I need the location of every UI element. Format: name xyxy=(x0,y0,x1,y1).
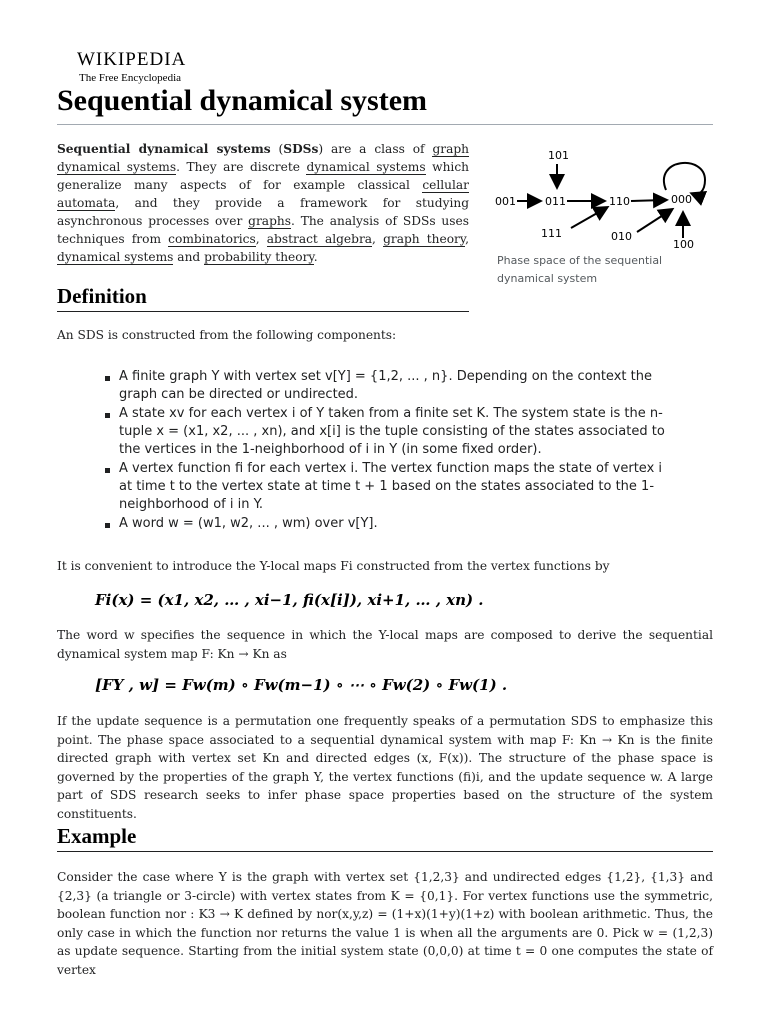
link-abstract-algebra[interactable]: abstract algebra xyxy=(266,232,373,246)
link-graph-theory[interactable]: graph theory xyxy=(383,232,466,246)
intro-text: , and they provide a framework for studying asynchronous processes over xyxy=(57,196,469,228)
list-item: A state xv for each vertex i of Y taken from a finite set K. The system state is the n-tuple x = (x1, x2, ... , xn), and x[i] is the tuple consisting of the states associated to the vertices in the 1-neighborhood of i in Y (in some fixed order). xyxy=(103,405,673,459)
edge-110-000 xyxy=(631,200,665,201)
intro-text: . They are discrete xyxy=(176,160,307,174)
bold-term: Sequential dynamical systems xyxy=(57,142,271,156)
edge-000-self-loop xyxy=(664,163,705,195)
intro-text: ( xyxy=(270,142,284,156)
list-item: A finite graph Y with vertex set v[Y] = {1,2, ... , n}. Depending on the context the graph can be directed or undirected. xyxy=(103,368,673,404)
intro-text: . The analysis of SDSs uses techniques from xyxy=(57,214,469,246)
node-110: 110 xyxy=(609,195,630,208)
link-dynamical-systems-2[interactable]: dynamical systems xyxy=(57,250,174,264)
intro-text: which generalize many aspects of for example classical xyxy=(57,160,469,192)
page-title: Sequential dynamical system xyxy=(57,84,428,117)
permutation-paragraph: If the update sequence is a permutation one frequently speaks of a permutation SDS to emphasize this point. The phase space associated to a sequential dynamical system with map F: Kn → Kn is the finite directed graph with vertex set Kn and directed edges (x, F(x)). The structure of the phase space is governed by the properties of the graph Y, the vertex functions (fi)i, and the update sequence w. A large part of SDS research seeks to infer phase space properties based on the structure of the system constituents. xyxy=(57,714,713,821)
list-item: A vertex function fi for each vertex i. The vertex function maps the state of vertex i at time t to the vertex state at time t + 1 based on the states associated to the 1-neighborhood of i in Y. xyxy=(103,460,673,514)
equation-sds-map: [FY , w] = Fw(m) ∘ Fw(m−1) ∘ ⋯ ∘ Fw(2) ∘ Fw(1) . xyxy=(95,676,508,694)
link-graph-dynamical-systems[interactable]: graph dynamical systems xyxy=(57,142,470,174)
list-item: A word w = (w1, w2, ... , wm) over v[Y]. xyxy=(103,515,673,533)
intro-text: , xyxy=(372,232,384,246)
example-paragraph: Consider the case where Y is the graph with vertex set {1,2,3} and undirected edges {1,2}, {1,3} and {2,3} (a triangle or 3-circle) with vertex states from K = {0,1}. For vertex functions use the symmetric, boolean function nor : K3 → K defined by nor(x,y,z) = (1+x)(1+y)(1+z) with boolean arithmetic. Thus, the only case in which the function nor returns the value 1 is when all the arguments are 0. Pick w = (1,2,3) as update sequence. Starting from the initial system state (0,0,0) at time t = 0 one computes the state of vertex xyxy=(57,870,713,977)
figure-caption: Phase space of the sequential dynamical system xyxy=(497,254,663,285)
link-probability-theory[interactable]: probability theory xyxy=(204,250,314,264)
wikipedia-tagline: The Free Encyclopedia xyxy=(79,72,182,84)
section-divider xyxy=(57,851,713,852)
components-list xyxy=(103,368,673,534)
node-000: 000 xyxy=(671,193,692,206)
word-paragraph: The word w specifies the sequence in which the Y-local maps are composed to derive the sequential dynamical system map F: Kn → Kn as xyxy=(57,628,713,661)
title-divider xyxy=(57,124,713,125)
node-100: 100 xyxy=(673,238,694,251)
equation-local-map: Fi(x) = (x1, x2, … , xi−1, fi(x[i]), xi+1, … , xn) . xyxy=(95,591,484,609)
definition-lead: An SDS is constructed from the following components: xyxy=(57,328,397,342)
edge-010-000 xyxy=(637,210,671,232)
node-001: 001 xyxy=(495,195,516,208)
node-010: 010 xyxy=(611,230,632,243)
intro-paragraph xyxy=(57,140,469,266)
node-101: 101 xyxy=(548,149,569,162)
section-heading-definition: Definition xyxy=(57,284,147,308)
intro-text: . xyxy=(313,250,318,264)
bold-abbrev: SDSs xyxy=(283,142,319,156)
link-graphs[interactable]: graphs xyxy=(248,214,291,228)
node-111: 111 xyxy=(541,227,562,240)
wikipedia-wordmark[interactable]: WIKIPEDIA xyxy=(77,49,187,70)
local-maps-paragraph: It is convenient to introduce the Y-local maps Fi constructed from the vertex functions by xyxy=(57,559,610,573)
intro-text: , xyxy=(465,232,470,246)
link-combinatorics[interactable]: combinatorics xyxy=(168,232,256,246)
link-cellular-automata[interactable]: cellular automata xyxy=(57,178,469,210)
intro-text: and xyxy=(173,250,205,264)
edge-111-110 xyxy=(571,208,606,228)
section-divider xyxy=(57,311,469,312)
link-dynamical-systems[interactable]: dynamical systems xyxy=(306,160,426,174)
node-011: 011 xyxy=(545,195,566,208)
intro-text: ) are a class of xyxy=(318,142,433,156)
intro-text: , xyxy=(255,232,267,246)
section-heading-example: Example xyxy=(57,824,137,848)
